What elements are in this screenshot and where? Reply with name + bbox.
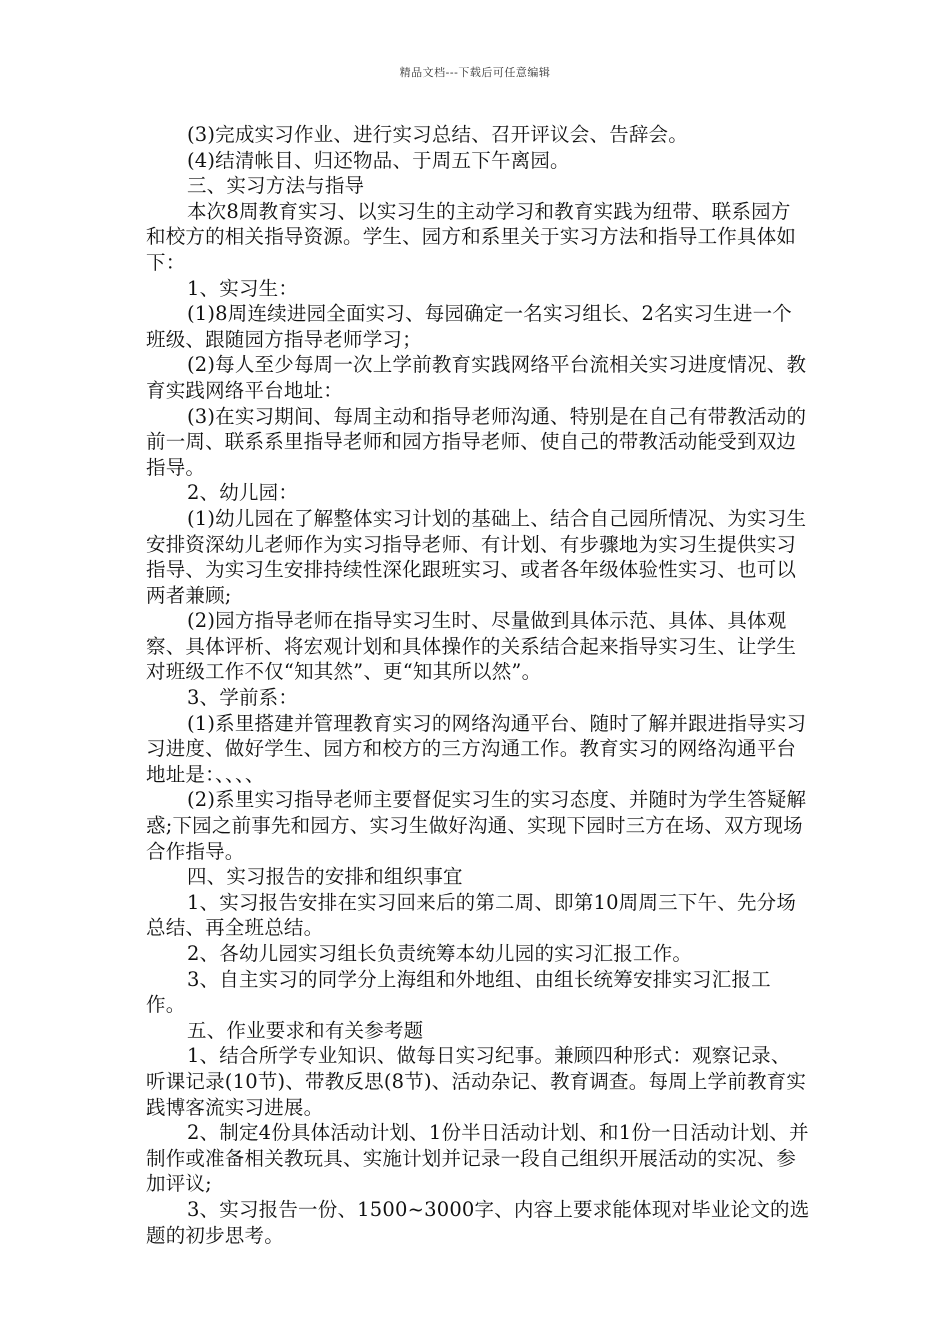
subsection-heading: 2、幼儿园： [186,481,299,505]
paragraph: (2)园方指导老师在指导实习生时、尽量做到具体示范、具体、具体观察、具体评析、将宏观计划和具体操作的关系结合起来指导实习生、让学生对班级工作不仅“知其然”、更“知其所以然”。 [146,609,797,684]
paragraph: (2)系里实习指导老师主要督促实习生的实习态度、并随时为学生答疑解惑;下园之前事先和园方、实习生做好沟通、实现下园时三方在场、双方现场合作指导。 [146,788,807,863]
paragraph: 3、自主实习的同学分上海组和外地组、由组长统筹安排实习汇报工作。 [146,967,771,1017]
document-body [146,122,810,1248]
paragraph: 2、制定4份具体活动计划、1份半日活动计划、和1份一日活动计划、并制作或准备相关教玩具、实施计划并记录一段自己组织开展活动的实况、参加评议; [146,1121,809,1196]
paragraph: 本次8周教育实习、以实习生的主动学习和教育实践为纽带、联系园方和校方的相关指导资源。学生、园方和系里关于实习方法和指导工作具体如下： [146,199,797,274]
paragraph: (4)结清帐目、归还物品、于周五下午离园。 [186,148,570,172]
paragraph: (1)幼儿园在了解整体实习计划的基础上、结合自己园所情况、为实习生安排资深幼儿老师作为实习指导老师、有计划、有步骤地为实习生提供实习指导、为实习生安排持续性深化跟班实习、或者各年级体验性实习、也可以两者兼顾; [146,506,807,607]
section-heading: 五、作业要求和有关参考题 [186,1018,424,1042]
paragraph: (1)8周连续进园全面实习、每园确定一名实习组长、2名实习生进一个班级、跟随园方指导老师学习； [146,302,792,351]
paragraph: 2、各幼儿园实习组长负责统筹本幼儿园的实习汇报工作。 [186,942,693,965]
section-heading: 三、实习方法与指导 [186,174,365,198]
paragraph: (2)每人至少每周一次上学前教育实践网络平台流相关实习进度情况、教育实践网络平台地址： [146,353,807,402]
paragraph: 1、结合所学专业知识、做每日实习纪事。兼顾四种形式：观察记录、听课记录(10节)、带教反思(8节)、活动杂记、教育调查。每周上学前教育实践博客流实习进展。 [146,1044,807,1119]
paragraph: 1、实习报告安排在实习回来后的第二周、即第10周周三下午、先分场总结、再全班总结。 [146,890,797,940]
section-heading: 四、实习报告的安排和组织事宜 [186,865,463,889]
paragraph: (3)在实习期间、每周主动和指导老师沟通、特别是在自己有带教活动的前一周、联系系里指导老师和园方指导老师、使自己的带教活动能受到双边指导。 [146,404,807,479]
subsection-heading: 3、学前系： [186,686,299,710]
paragraph: (3)完成实习作业、进行实习总结、召开评议会、告辞会。 [186,123,688,146]
subsection-heading: 1、实习生： [186,276,299,300]
paragraph: 3、实习报告一份、1500~3000字、内容上要求能体现对毕业论文的选题的初步思考。 [146,1197,810,1247]
page-header: 精品文档---下载后可任意编辑 [399,66,551,79]
paragraph: (1)系里搭建并管理教育实习的网络沟通平台、随时了解并跟进指导实习习进度、做好学生、园方和校方的三方沟通工作。教育实习的网络沟通平台地址是：、、、、 [146,711,807,786]
